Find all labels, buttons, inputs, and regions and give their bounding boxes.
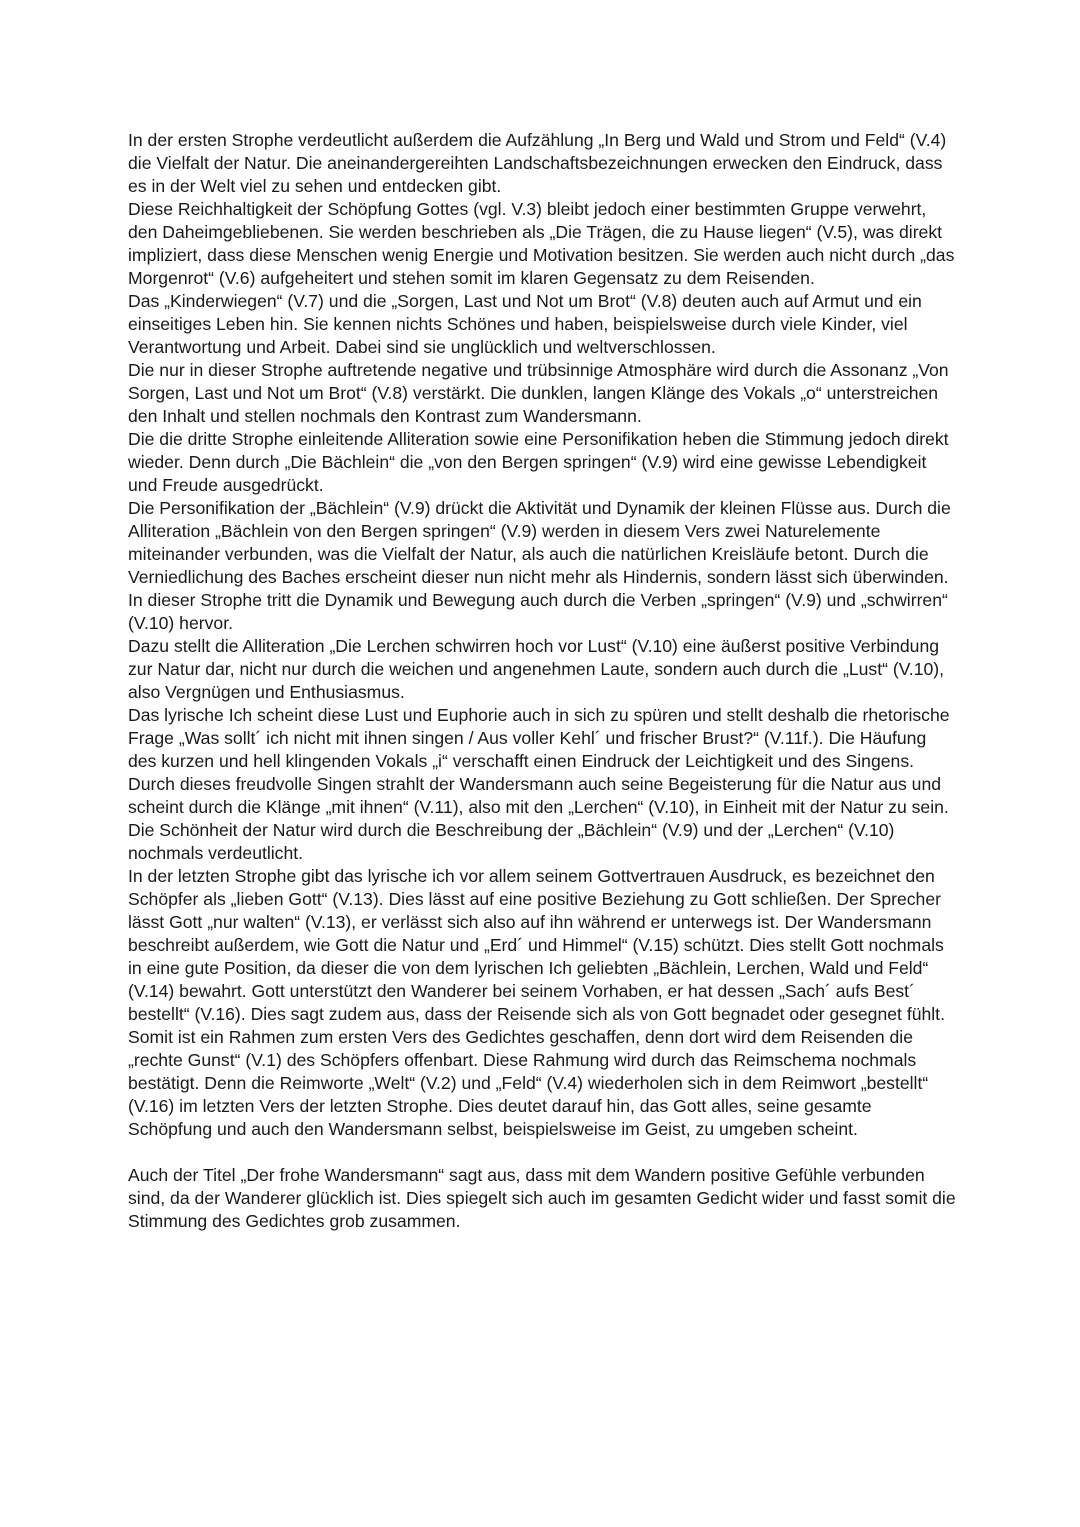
paragraph-assonanz: Die nur in dieser Strophe auftretende negative und trübsinnige Atmosphäre wird durch die Assonanz „Von Sorgen, Last und Not um Brot“ (V.8) verstärkt. Die dunklen, langen Klänge des Vokals „o“ unterstreichen den Inhalt und stellen nochmals den Kontrast zum Wandersmann. bbox=[128, 360, 949, 426]
paragraph-personifikation: Die Personifikation der „Bächlein“ (V.9) drückt die Aktivität und Dynamik der kleinen Flüsse aus. Durch die Alliteration „Bächlein von den Bergen springen“ (V.9) werden in diesem Vers zwei Naturelemente miteinander verbunden, was die Vielfalt der Natur, als auch die natürlichen Kreisläufe betont. Durch die Verniedlichung des Baches erscheint dieser nun nicht mehr als Hindernis, sondern lässt sich überwinden. bbox=[128, 498, 951, 587]
paragraph-dynamik: In dieser Strophe tritt die Dynamik und Bewegung auch durch die Verben „springen“ (V.9) und „schwirren“ (V.10) hervor. bbox=[128, 590, 948, 633]
paragraph-daheimgebliebene: Diese Reichhaltigkeit der Schöpfung Gottes (vgl. V.3) bleibt jedoch einer bestimmten Gruppe verwehrt, den Daheimgebliebenen. Sie werden beschrieben als „Die Trägen, die zu Hause liegen“ (V.5), was direkt impliziert, dass diese Menschen wenig Energie und Motivation besitzen. Sie werden auch nicht durch „das Morgenrot“ (V.6) aufgeheitert und stehen somit im klaren Gegensatz zu dem Reisenden. bbox=[128, 199, 955, 288]
paragraph-rahmen: Somit ist ein Rahmen zum ersten Vers des Gedichtes geschaffen, denn dort wird dem Reisenden die „rechte Gunst“ (V.1) des Schöpfers offenbart. Diese Rahmung wird durch das Reimschema nochmals bestätigt. Denn die Reimworte „Welt“ (V.2) und „Feld“ (V.4) wiederholen sich in dem Reimwort „bestellt“ (V.16) im letzten Vers der letzten Strophe. Dies deutet darauf hin, das Gott alles, seine gesamte Schöpfung und auch den Wandersmann selbst, beispielsweise im Geist, zu umgeben scheint. bbox=[128, 1027, 929, 1139]
paragraph-schoenheit: Die Schönheit der Natur wird durch die Beschreibung der „Bächlein“ (V.9) und der „Lerchen“ (V.10) nochmals verdeutlicht. bbox=[128, 820, 895, 863]
paragraph-lerchen: Dazu stellt die Alliteration „Die Lerchen schwirren hoch vor Lust“ (V.10) eine äußerst positive Verbindung zur Natur dar, nicht nur durch die weichen und angenehmen Laute, sondern auch durch die „Lust“ (V.10), also Vergnügen und Enthusiasmus. bbox=[128, 636, 945, 702]
paragraph-gottvertrauen: In der letzten Strophe gibt das lyrische ich vor allem seinem Gottvertrauen Ausdruck, es bezeichnet den Schöpfer als „lieben Gott“ (V.13). Dies lässt auf eine positive Beziehung zu Gott schließen. Der Sprecher lässt Gott „nur walten“ (V.13), er verlässt sich also auf ihn während er unterwegs ist. Der Wandersmann beschreibt außerdem, wie Gott die Natur und „Erd´ und Himmel“ (V.15) schützt. Dies stellt Gott nochmals in eine gute Position, da dieser die von dem lyrischen Ich geliebten „Bächlein, Lerchen, Wald und Feld“ (V.14) bewahrt. Gott unterstützt den Wanderer bei seinem Vorhaben, er hat dessen „Sach´ aufs Best´ bestellt“ (V.16). Dies sagt zudem aus, dass der Reisende sich als von Gott begnadet oder gesegnet fühlt. bbox=[128, 866, 945, 1024]
paragraph-rhetorische-frage: Das lyrische Ich scheint diese Lust und Euphorie auch in sich zu spüren und stellt deshalb die rhetorische Frage „Was sollt´ ich nicht mit ihnen singen / Aus voller Kehl´ und frischer Brust?“ (V.11f.). Die Häufung des kurzen und hell klingenden Vokals „i“ verschafft einen Eindruck der Leichtigkeit und des Singens. Durch dieses freudvolle Singen strahlt der Wandersmann auch seine Begeisterung für die Natur aus und scheint durch die Klänge „mit ihnen“ (V.11), also mit den „Lerchen“ (V.10), in Einheit mit der Natur zu sein. bbox=[128, 705, 950, 817]
paragraph-spacer bbox=[128, 1141, 958, 1164]
paragraph-dritte-strophe: Die die dritte Strophe einleitende Alliteration sowie eine Personifikation heben die Stimmung jedoch direkt wieder. Denn durch „Die Bächlein“ die „von den Bergen springen“ (V.9) wird eine gewisse Lebendigkeit und Freude ausgedrückt. bbox=[128, 429, 949, 495]
paragraph-kinderwiegen: Das „Kinderwiegen“ (V.7) und die „Sorgen, Last und Not um Brot“ (V.8) deuten auch auf Armut und ein einseitiges Leben hin. Sie kennen nichts Schönes und haben, beispielsweise durch viele Kinder, viel Verantwortung und Arbeit. Dabei sind sie unglücklich und weltverschlossen. bbox=[128, 291, 922, 357]
document-page bbox=[128, 129, 958, 1233]
paragraph-titel: Auch der Titel „Der frohe Wandersmann“ sagt aus, dass mit dem Wandern positive Gefühle verbunden sind, da der Wanderer glücklich ist. Dies spiegelt sich auch im gesamten Gedicht wider und fasst somit die Stimmung des Gedichtes grob zusammen. bbox=[128, 1165, 956, 1231]
paragraph-aufzaehlung: In der ersten Strophe verdeutlicht außerdem die Aufzählung „In Berg und Wald und Strom und Feld“ (V.4) die Vielfalt der Natur. Die aneinandergereihten Landschaftsbezeichnungen erwecken den Eindruck, dass es in der Welt viel zu sehen und entdecken gibt. bbox=[128, 130, 947, 196]
